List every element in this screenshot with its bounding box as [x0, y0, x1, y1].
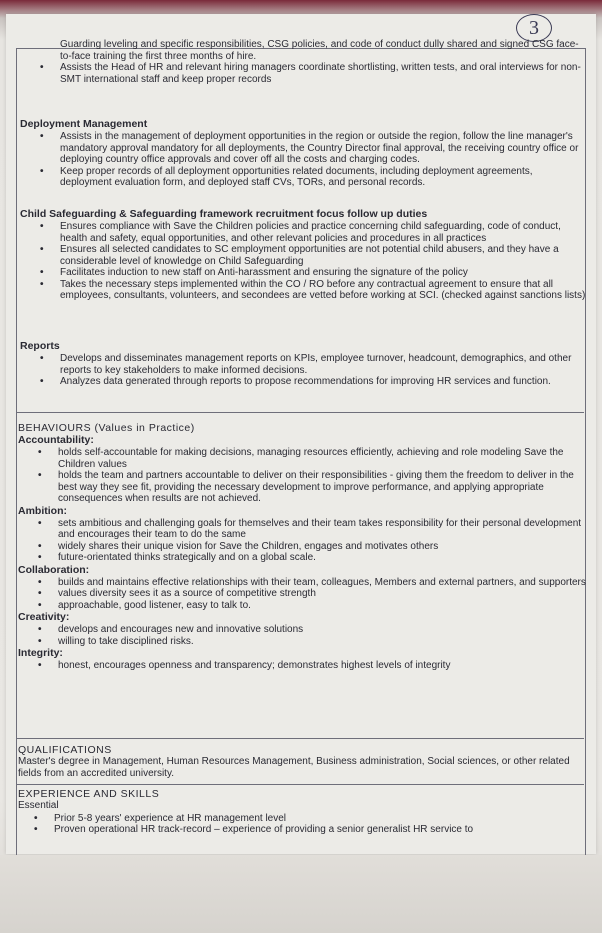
deployment-section [20, 118, 586, 189]
accountability-title: Accountability: [18, 434, 94, 446]
list-item: • Prior 5-8 years' experience at HR management level [54, 813, 586, 825]
list-item: • holds self-accountable for making decisions, managing resources efficiently, achieving and role modeling Save the Children values [58, 447, 586, 470]
list-item: • Develops and disseminates management reports on KPIs, employee turnover, headcount, demographics, and other reports to key stakeholders to make informed decisions. [60, 353, 586, 376]
qualifications-text: Master's degree in Management, Human Resources Management, Business administration, Social sciences, or other related fields from an accredited university. [18, 756, 570, 779]
divider [16, 784, 584, 785]
qualifications-section [18, 744, 586, 779]
list-item: • Ensures all selected candidates to SC employment opportunities are not potential child abusers, and they have a considerable level of knowledge on Child Safeguarding [60, 244, 586, 267]
list-item: • Assists the Head of HR and relevant hiring managers coordinate shortlisting, written tests, and oral interviews for non-SMT international staff and keep proper records [60, 62, 586, 85]
ambition-title: Ambition: [18, 504, 67, 517]
list-item: • Takes the necessary steps implemented within the CO / RO before any contractual agreement to ensure that all employees, consultants, volunteers, and secondees are vetted before working at SCI. (checked against sanctions lists) [60, 279, 586, 302]
deployment-heading: Deployment Management [20, 118, 148, 130]
list-item: • Analyzes data generated through reports to propose recommendations for improving HR services and function. [60, 376, 586, 388]
list-item: • Ensures compliance with Save the Children policies and practice concerning child safeguarding, code of conduct, health and safety, equal opportunities, and other relevant policies and procedures in all practices [60, 221, 586, 244]
document-page [6, 14, 596, 854]
list-item: • develops and encourages new and innovative solutions [58, 624, 586, 636]
top-continuation [20, 38, 586, 85]
divider [16, 412, 584, 413]
experience-section [18, 788, 586, 836]
page-number: 3 [516, 14, 552, 42]
list-item: Guarding leveling and specific responsibilities, CSG policies, and code of conduct dully shared and signed CSG face-to-face training the first three months of hire. [60, 39, 579, 62]
behaviours-heading: BEHAVIOURS (Values in Practice) [18, 422, 195, 434]
list-item: • sets ambitious and challenging goals for themselves and their team takes responsibility for their personal development and encourages their team to do the same [58, 518, 586, 541]
integrity-title: Integrity: [18, 647, 63, 659]
safeguarding-heading: Child Safeguarding & Safeguarding framework recruitment focus follow up duties [20, 208, 428, 220]
creativity-title: Creativity: [18, 611, 70, 623]
list-item: • honest, encourages openness and transparency; demonstrates highest levels of integrity [58, 660, 586, 672]
list-item: • Facilitates induction to new staff on Anti-harassment and ensuring the signature of the policy [60, 267, 586, 279]
list-item: • approachable, good listener, easy to talk to. [58, 600, 586, 612]
background-surface [0, 855, 602, 933]
list-item: • widely shares their unique vision for Save the Children, engages and motivates others [58, 541, 586, 553]
collaboration-title: Collaboration: [18, 563, 90, 576]
list-item: • future-orientated thinks strategically and on a global scale. [58, 552, 586, 564]
behaviours-section [18, 422, 586, 672]
list-item: • values diversity sees it as a source of competitive strength [58, 588, 586, 600]
divider [16, 738, 584, 739]
list-item: • Assists in the management of deployment opportunities in the region or outside the region, follow the line manager's mandatory approval mandatory for all deployments, the Country Director final approval, the receiving country office or deploying country office approvals and cover off all the costs and charging codes. [60, 131, 586, 166]
list-item: • willing to take disciplined risks. [58, 636, 586, 648]
list-item: • holds the team and partners accountable to deliver on their responsibilities - giving them the freedom to deliver in the best way they see fit, providing the necessary development to improve performance, and applying appropriate consequences when results are not achieved. [58, 470, 586, 505]
experience-subheading: Essential [18, 800, 59, 811]
safeguarding-section [20, 208, 586, 302]
list-item: • Proven operational HR track-record – experience of providing a senior generalist HR service to [54, 824, 586, 836]
list-item: • builds and maintains effective relationships with their team, colleagues, Members and external partners, and supporters [58, 577, 586, 589]
reports-section [20, 340, 586, 388]
experience-heading: EXPERIENCE AND SKILLS [18, 788, 160, 800]
qualifications-heading: QUALIFICATIONS [18, 744, 112, 756]
reports-heading: Reports [20, 340, 60, 352]
list-item: • Keep proper records of all deployment opportunities related documents, including deployment agreements, deployment evaluation form, and deployed staff CVs, TORs, and personal records. [60, 166, 586, 189]
